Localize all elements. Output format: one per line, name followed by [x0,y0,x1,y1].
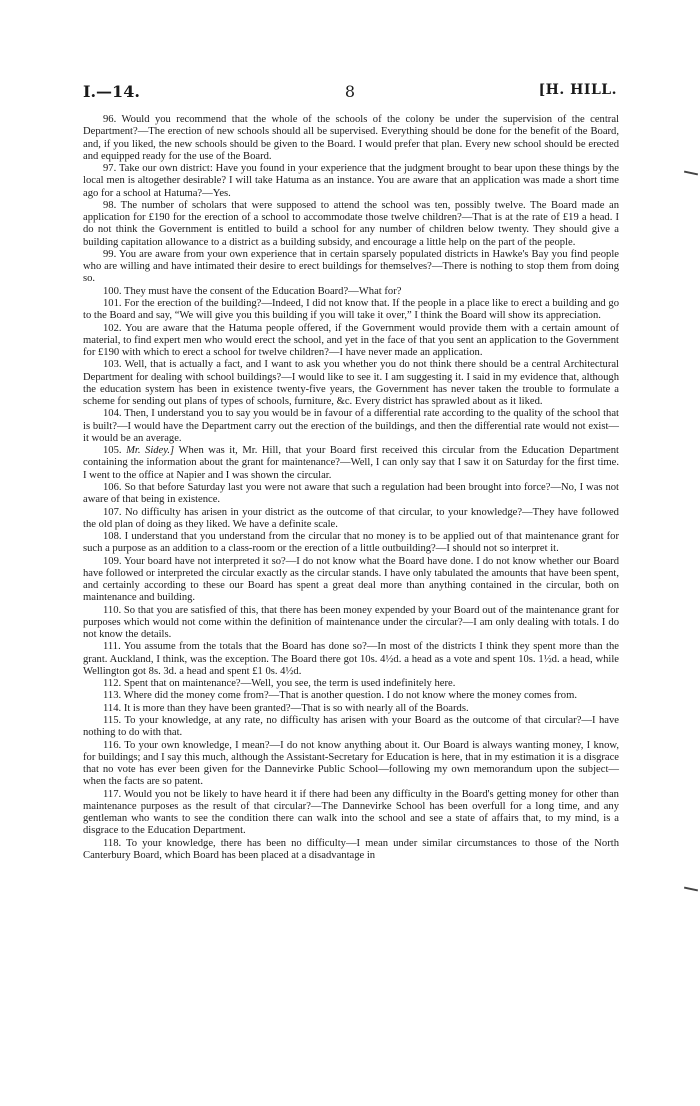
page-number: 8 [344,82,356,101]
question-paragraph [83,114,619,163]
question-paragraph [83,531,619,556]
question-text: For the erection of the building?—Indeed, I did not know that. If the people in a place like to erect a building and go to the Board and say, “We will give you this building if you will take it over,” I think the Board will show its appreciation. [83,297,619,322]
question-text: Where did the money come from?—That is another question. I do not know where the money comes from. [123,690,577,702]
question-number: 116. [103,739,122,751]
question-text: To your knowledge, at any rate, no difficulty has arisen with your Board as the outcome of that circular?—I have nothing to do with that. [83,715,619,739]
question-paragraph [83,690,619,702]
question-number: 105. [103,445,122,457]
question-paragraph [83,408,619,445]
question-text: You are aware that the Hatuma people offered, if the Government would provide them with a certain amount of material, to find expert men who would erect the school, and yet in the face of that you sent an application to the Government for £190 with which to erect a school for twelve children?—I have never made an application. [83,322,619,359]
margin-mark [684,171,698,176]
question-paragraph [83,323,619,360]
question-text: Spent that on maintenance?—Well, you see, the term is used indefinitely here. [123,678,456,690]
question-text: Take our own district: Have you found in your experience that the judgment brought to bear upon these things by the local men is altogether desirable? I will take Hatuma as an instance. You are aware that an application was made a short time ago for a school at Hatuma?—Yes. [83,163,619,199]
question-paragraph [83,641,619,678]
question-number: 97. [103,163,117,175]
question-number: 103. [103,359,122,371]
question-number: 102. [103,322,122,334]
question-paragraph [83,359,619,408]
question-number: 108. [103,531,122,543]
question-number: 117. [103,788,122,800]
question-text: Well, that is actually a fact, and I want to ask you whether you do not think there should be a central Architectural Department for dealing with school buildings?—I would like to see it. I am suggesting it. I said in my evidence that, although the education system has been in existence twenty-five years, the Government has never taken the trouble to formulate a scheme for sending out plans of types of schools, furniture, &c. Every district has sprawled about as it liked. [83,359,619,408]
question-paragraph [83,249,619,286]
question-number: 115. [103,715,122,727]
question-paragraph [83,286,619,298]
question-paragraph [83,507,619,532]
question-text: So that you are satisfied of this, that there has been money expended by your Board out of the maintenance grant for purposes which would not come within the definition of maintenance under the circular?—I am only dealing with totals. I do not know the details. [83,604,619,641]
question-number: 99. [103,248,117,260]
document-reference: I.—14. [83,82,140,101]
question-number: 100. [103,285,122,297]
question-paragraph [83,605,619,642]
question-text: Would you recommend that the whole of the schools of the colony be under the supervision of the central Department?—The erection of new schools should all be supervised. Everything should be done for the benefit of the Board, and, if you liked, the new schools should be given to the Board. I would prefer that plan. Every new school should be erected and equipped ready for the use of the Board. [83,114,619,162]
question-text: To your own knowledge, I mean?—I do not know anything about it. Our Board is always wanting money, I know, for buildings; and I say this much, although the Assistant-Secretary for Education is here, that in my estimation it is a disgrace that no vote has ever been given for the Dannevirke Public School—following my own memorandum upon the subject—when the facts are so patent. [83,739,619,788]
question-paragraph [83,715,619,740]
question-text: No difficulty has arisen in your district as the outcome of that circular, to your knowledge?—They have followed the old plan of doing as they liked. We have a definite scale. [83,506,619,530]
question-text: You are aware from your own experience that in certain sparsely populated districts in Hawke's Bay you find people who are willing and have intimated their desire to erect buildings for themselves?—There is nothing to stop them from doing so. [83,248,619,285]
question-paragraph [83,298,619,323]
document-body [83,114,619,862]
question-text: Your board have not interpreted it so?—I do not know what the Board have done. I do not know whether our Board have followed or interpreted the circular exactly as the circular stands. I have only tabulated the amounts that have been spent, and certainly according to these our Board has spent a great deal more than anything contained in the circular, both on maintenance and building. [83,555,619,604]
question-number: 111. [103,641,121,653]
question-text: It is more than they have been granted?—That is so with nearly all of the Boards. [123,702,469,714]
question-paragraph [83,838,619,863]
question-number: 110. [103,604,122,616]
question-text: Then, I understand you to say you would be in favour of a differential rate according to the quality of the school that is built?—I would have the Department carry out the erection of the buildings, and then the differential rate would not exist—it would be an average. [83,408,619,444]
page-header [83,82,617,104]
question-paragraph [83,789,619,838]
question-text: When was it, Mr. Hill, that your Board first received this circular from the Education Department containing the information about the grant for maintenance?—Well, I can only say that I saw it on Saturday for the first time. I went to the office at Napier and I was shown the circular. [83,445,619,481]
question-number: 113. [103,690,122,702]
question-text: So that before Saturday last you were not aware that such a regulation had been brought into force?—No, I was not aware of that being in existence. [83,481,619,506]
question-paragraph [83,445,619,482]
question-paragraph [83,703,619,715]
question-paragraph [83,740,619,789]
question-number: 101. [103,297,122,309]
question-paragraph [83,200,619,249]
speaker-label: Mr. Sidey.] [126,445,175,457]
question-text: You assume from the totals that the Board has done so?—In most of the districts I think they spent more than the grant. Auckland, I think, was the exception. The Board there got 10s. 4½d. a head as a vote and spent 10s. 1½d. a head, while Wellington got 8s. 3d. a head and spent £1 0s. 4½d. [83,641,619,677]
margin-mark [684,887,698,892]
witness-name: [H. HILL. [538,82,617,98]
question-number: 112. [103,678,122,690]
question-paragraph [83,556,619,605]
question-text: To your knowledge, there has been no difficulty—I mean under similar circumstances to those of the North Canterbury Board, which Board has been placed at a disadvantage in [83,837,619,861]
question-number: 118. [103,837,122,849]
question-number: 96. [103,114,117,125]
question-text: The number of scholars that were supposed to attend the school was ten, possibly twelve. The Board made an application for £190 for the erection of a school to accommodate those twelve children?—That is at the rate of £19 a head. I do not think the Government is entitled to build a school for any number of children below twenty. They should give a building capitation allowance to a district as a building subsidy, and encourage a little help on the part of the people. [83,199,619,248]
question-text: They must have the consent of the Education Board?—What for? [124,285,402,297]
question-paragraph [83,482,619,507]
question-paragraph [83,678,619,690]
question-number: 98. [103,199,117,211]
question-paragraph [83,163,619,200]
question-text: Would you not be likely to have heard it if there had been any difficulty in the Board's getting money for other than maintenance purposes as the result of that circular?—The Dannevirke School has been overfull for a long time, and any gentleman who wants to see the condition there can walk into the school and see a state of affairs that, to my mind, is a disgrace to the Education Department. [83,788,619,837]
question-number: 114. [103,702,122,714]
question-number: 106. [103,481,122,493]
question-number: 104. [103,408,122,420]
question-text: I understand that you understand from the circular that no money is to be applied out of that maintenance grant for such a purpose as an addition to a class-room or the erection of a little outbuilding?—I should not so interpret it. [83,531,619,555]
question-number: 107. [103,506,122,518]
question-number: 109. [103,555,122,567]
